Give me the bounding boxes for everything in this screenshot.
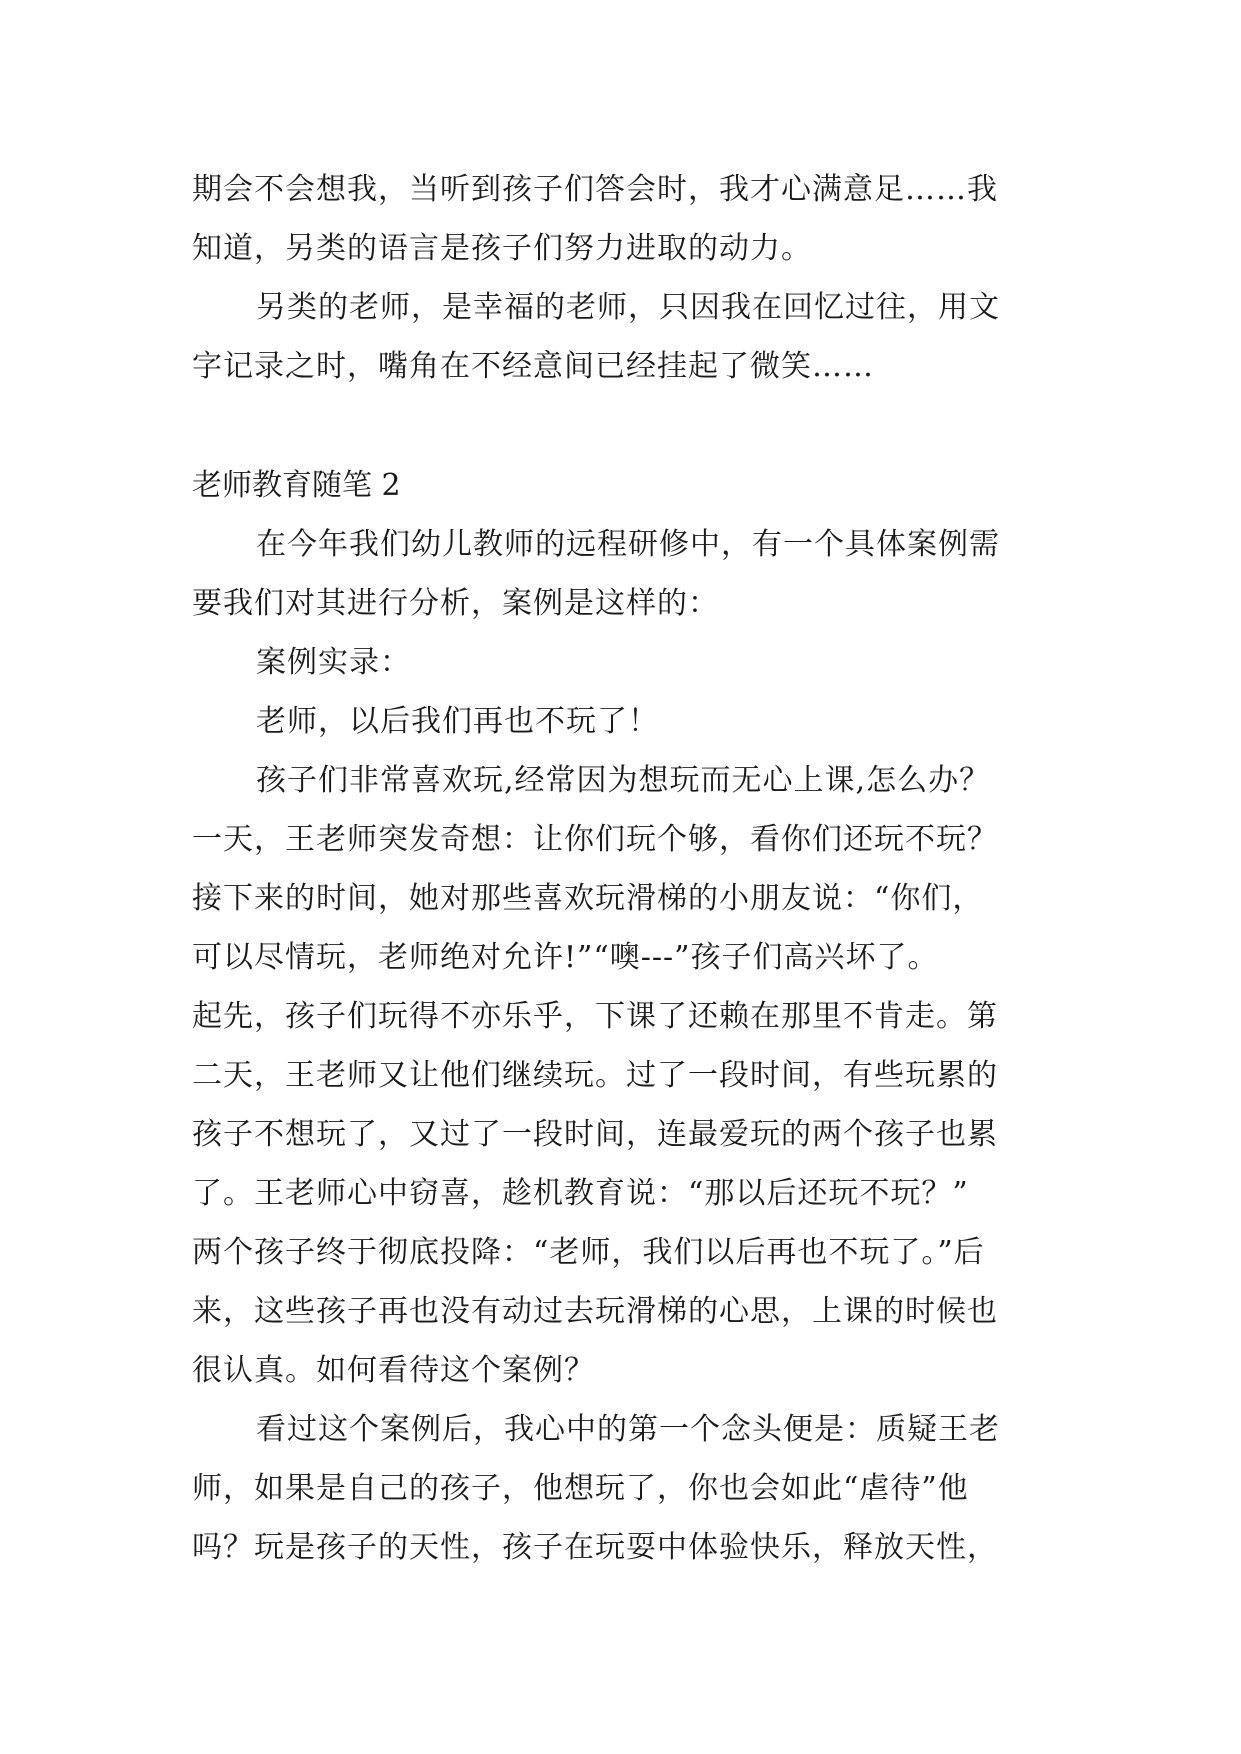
paragraph-2-line-1: 另类的老师，是幸福的老师，只因我在回忆过往，用文 <box>256 290 1000 325</box>
paragraph-6-line-3: 接下来的时间，她对那些喜欢玩滑梯的小朋友说：“你们， <box>192 881 984 916</box>
paragraph-2-line-2: 字记录之时，嘴角在不经意间已经挂起了微笑…… <box>192 349 874 384</box>
paragraph-1 <box>192 160 1052 278</box>
paragraph-6 <box>192 751 1052 1400</box>
paragraph-6-line-9: 两个孩子终于彻底投降：“老师，我们以后再也不玩了。”后 <box>192 1235 985 1270</box>
paragraph-1-line-2: 知道，另类的语言是孩子们努力进取的动力。 <box>192 231 812 266</box>
paragraph-3 <box>192 515 1052 633</box>
paragraph-7-line-1: 看过这个案例后，我心中的第一个念头便是：质疑王老 <box>256 1412 1000 1447</box>
paragraph-4-line-1: 案例实录： <box>256 645 411 680</box>
paragraph-1-line-1: 期会不会想我，当听到孩子们答会时，我才心满意足……我 <box>192 172 998 207</box>
paragraph-6-line-4: 可以尽情玩，老师绝对允许!”“噢---”孩子们高兴坏了。 <box>192 940 939 975</box>
section-heading: 老师教育随笔 2 <box>192 468 401 503</box>
paragraph-4 <box>192 633 1052 692</box>
paragraph-7 <box>192 1400 1052 1577</box>
section-spacer <box>192 396 1052 456</box>
paragraph-5 <box>192 692 1052 751</box>
paragraph-2 <box>192 278 1052 396</box>
paragraph-6-line-10: 来，这些孩子再也没有动过去玩滑梯的心思，上课的时候也 <box>192 1294 998 1329</box>
paragraph-6-line-8: 了。王老师心中窃喜，趁机教育说：“那以后还玩不玩？” <box>192 1176 969 1211</box>
paragraph-6-line-6: 二天，王老师又让他们继续玩。过了一段时间，有些玩累的 <box>192 1058 998 1093</box>
paragraph-7-line-2: 师，如果是自己的孩子，他想玩了，你也会如此“虐待”他 <box>192 1471 969 1506</box>
document-body <box>192 160 1052 1577</box>
paragraph-6-line-7: 孩子不想玩了，又过了一段时间，连最爱玩的两个孩子也累 <box>192 1117 998 1152</box>
paragraph-3-line-1: 在今年我们幼儿教师的远程研修中，有一个具体案例需 <box>256 527 1000 562</box>
paragraph-6-line-1: 孩子们非常喜欢玩,经常因为想玩而无心上课,怎么办？ <box>256 763 991 798</box>
paragraph-6-line-5: 起先，孩子们玩得不亦乐乎，下课了还赖在那里不肯走。第 <box>192 999 998 1034</box>
paragraph-6-line-2: 一天，王老师突发奇想：让你们玩个够，看你们还玩不玩？ <box>192 822 998 857</box>
paragraph-3-line-2: 要我们对其进行分析，案例是这样的： <box>192 586 719 621</box>
paragraph-5-line-1: 老师，以后我们再也不玩了！ <box>256 704 659 739</box>
paragraph-7-line-3: 吗？玩是孩子的天性，孩子在玩耍中体验快乐，释放天性， <box>192 1530 998 1565</box>
paragraph-6-line-11: 很认真。如何看待这个案例？ <box>192 1353 595 1388</box>
